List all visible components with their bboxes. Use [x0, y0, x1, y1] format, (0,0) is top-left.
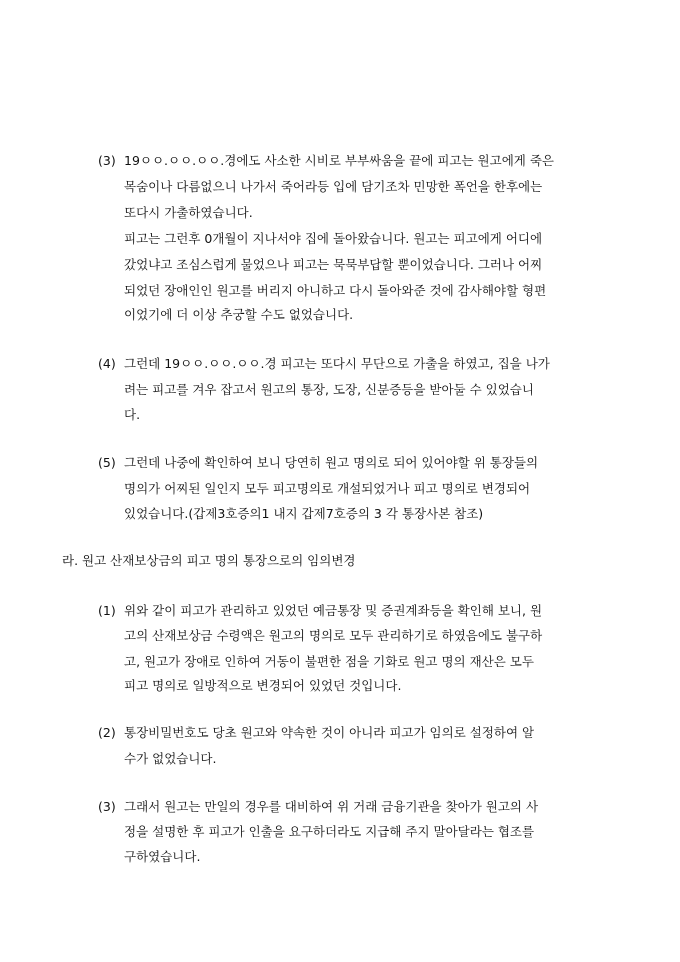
paragraph-line: 피고 명의로 일방적으로 변경되어 있었던 것입니다. [124, 678, 402, 693]
paragraph-line: 그런데 19ㅇㅇ.ㅇㅇ.ㅇㅇ.경 피고는 또다시 무단으로 가출을 하였고, 집을 나가 [124, 356, 550, 371]
paragraph-line: 있었습니다.(갑제3호증의1 내지 갑제7호증의 3 각 통장사본 참조) [124, 506, 484, 521]
paragraph-number: (2) [98, 725, 116, 740]
section-heading: 라. 원고 산재보상금의 피고 명의 통장으로의 임의변경 [62, 553, 356, 568]
paragraph-line: 위와 같이 피고가 관리하고 있었던 예금통장 및 증권계좌등을 확인해 보니, 원 [124, 603, 543, 618]
paragraph-line: 려는 피고를 겨우 잡고서 원고의 통장, 도장, 신분증등을 받아둘 수 있었습니 [124, 382, 534, 397]
paragraph-line: 19ㅇㅇ.ㅇㅇ.ㅇㅇ.경에도 사소한 시비로 부부싸움을 끝에 피고는 원고에게 죽은 [124, 153, 554, 168]
paragraph-line: 고, 원고가 장애로 인하여 거동이 불편한 점을 기화로 원고 명의 재산은 모두 [124, 654, 534, 669]
paragraph-line: 정을 설명한 후 피고가 인출을 요구하더라도 지급해 주지 말아달라는 협조를 [124, 824, 535, 839]
paragraph-line: 갔었냐고 조심스럽게 물었으나 피고는 묵묵부답할 뿐이었습니다. 그러나 어찌 [124, 257, 543, 272]
paragraph-line: 피고는 그런후 0개월이 지나서야 집에 돌아왔습니다. 원고는 피고에게 어디에 [124, 231, 543, 246]
paragraph-number: (1) [98, 603, 116, 618]
paragraph-number: (4) [98, 356, 116, 371]
paragraph-line: 통장비밀번호도 당초 원고와 약속한 것이 아니라 피고가 임의로 설정하여 알 [124, 725, 535, 740]
paragraph-line: 명의가 어찌된 일인지 모두 피고명의로 개설되었거나 피고 명의로 변경되어 [124, 481, 531, 496]
paragraph-line: 다. [124, 407, 141, 422]
paragraph-line: 구하였습니다. [124, 849, 201, 864]
paragraph-number: (5) [98, 455, 116, 470]
paragraph-line: 목숨이나 다름없으니 나가서 죽어라등 입에 담기조차 민망한 폭언을 한후에는 [124, 179, 543, 194]
paragraph-number: (3) [98, 799, 116, 814]
paragraph-line: 고의 산재보상금 수령액은 원고의 명의로 모두 관리하기로 하였음에도 불구하 [124, 628, 543, 643]
paragraph-number: (3) [98, 153, 116, 168]
paragraph-line: 이었기에 더 이상 추궁할 수도 없었습니다. [124, 307, 354, 322]
paragraph-line: 되었던 장애인인 원고를 버리지 아니하고 다시 돌아와준 것에 감사해야할 형편 [124, 283, 547, 298]
paragraph-line: 그런데 나중에 확인하여 보니 당연히 원고 명의로 되어 있어야할 위 통장들의 [124, 455, 539, 470]
paragraph-line: 또다시 가출하였습니다. [124, 205, 253, 220]
paragraph-line: 수가 없었습니다. [124, 751, 217, 766]
paragraph-line: 그래서 원고는 만일의 경우를 대비하여 위 거래 금융기관을 찾아가 원고의 사 [124, 799, 539, 814]
